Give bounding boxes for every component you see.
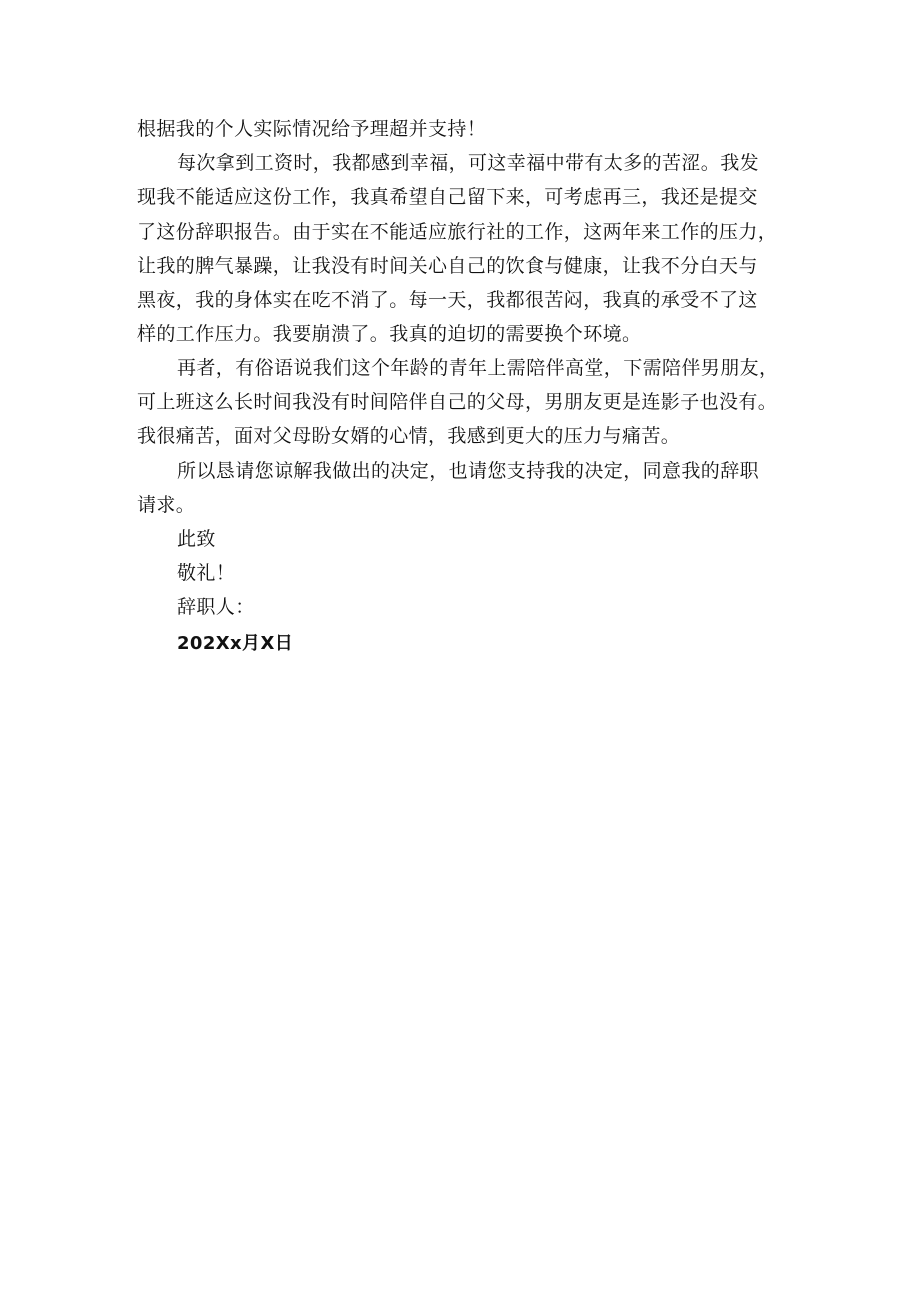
body-line: 让我的脾气暴躁，让我没有时间关心自己的饮食与健康，让我不分白天与 (137, 255, 758, 277)
body-line: 现我不能适应这份工作，我真希望自己留下来，可考虑再三，我还是提交 (137, 186, 758, 208)
letter-date: 202Xx月X日 (177, 633, 294, 654)
paragraph-start: 每次拿到工资时，我都感到幸福，可这幸福中带有太多的苦涩。我发 (177, 152, 760, 174)
body-line: 可上班这么长时间我没有时间陪伴自己的父母，男朋友更是连影子也没有。 (137, 391, 778, 413)
body-line: 黑夜，我的身体实在吃不消了。每一天，我都很苦闷，我真的承受不了这 (137, 289, 758, 311)
body-line: 我很痛苦，面对父母盼女婿的心情，我感到更大的压力与痛苦。 (137, 425, 681, 447)
body-line: 请求。 (137, 494, 196, 516)
paragraph-start: 再者，有俗语说我们这个年龄的青年上需陪伴高堂，下需陪伴男朋友， (177, 357, 779, 379)
closing-salutation: 此致 (177, 528, 216, 550)
closing-regards: 敬礼！ (177, 562, 236, 584)
paragraph-start: 所以恳请您谅解我做出的决定，也请您支持我的决定，同意我的辞职 (177, 460, 760, 482)
body-line: 样的工作压力。我要崩溃了。我真的迫切的需要换个环境。 (137, 323, 642, 345)
signer-label: 辞职人： (177, 596, 255, 618)
body-line: 根据我的个人实际情况给予理超并支持！ (137, 118, 487, 140)
body-line: 了这份辞职报告。由于实在不能适应旅行社的工作，这两年来工作的压力， (137, 221, 778, 243)
